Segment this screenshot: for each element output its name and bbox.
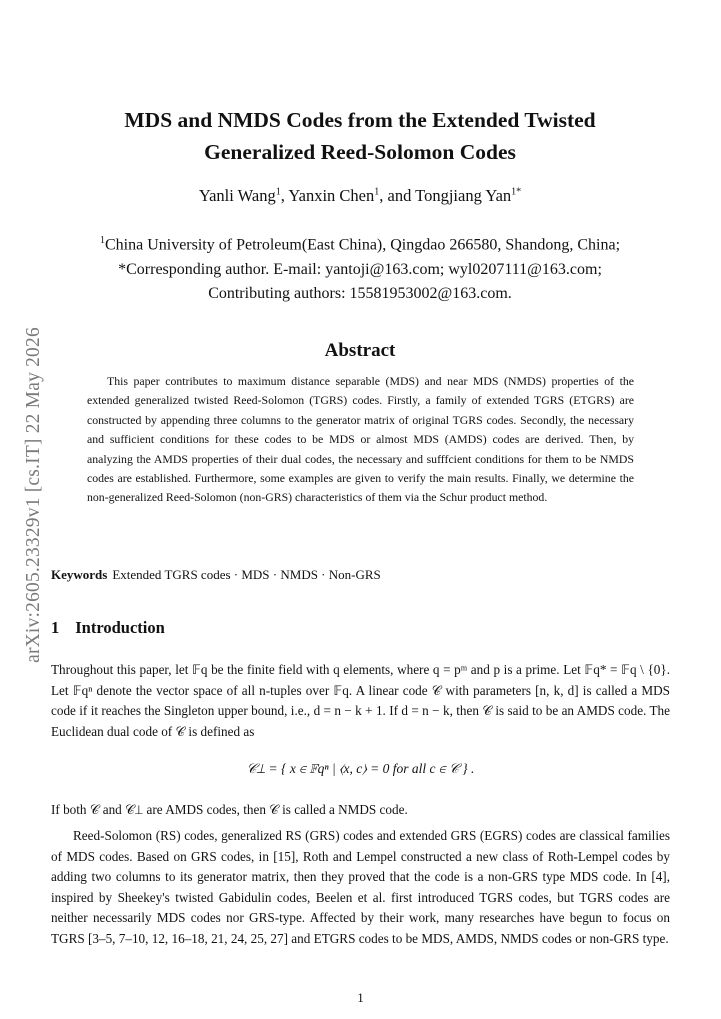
author-affiliation-mark: 1* (511, 186, 522, 198)
dual-code-equation: 𝒞⊥ = { x ∈ 𝔽qⁿ | ⟨x, c⟩ = 0 for all c ∈ 𝒞 } . (246, 761, 475, 776)
title-line-2: Generalized Reed-Solomon Codes (204, 140, 516, 164)
keywords-text: Extended TGRS codes · MDS · NMDS · Non-GRS (112, 567, 381, 582)
affiliation-line-1: $^1$China University of Petroleum(East China), Qingdao 266580, Shandong, China; (99, 235, 621, 254)
section-number: 1 (51, 618, 60, 637)
paper-title (60, 104, 660, 168)
abstract-heading: Abstract (324, 340, 396, 361)
page-number: 1 (357, 990, 364, 1005)
keywords-line (51, 567, 671, 583)
title-line-1: MDS and NMDS Codes from the Extended Twisted (124, 108, 596, 132)
affiliation-line-3: Contributing authors: 15581953002@163.com. (208, 285, 512, 303)
intro-paragraph-2: If both 𝒞 and 𝒞⊥ are AMDS codes, then 𝒞 is called a NMDS code. (51, 802, 408, 817)
author-list (60, 186, 660, 206)
author-name: , and Tongjiang Yan (379, 186, 512, 205)
arxiv-identifier[interactable]: arXiv:2605.23329v1 [cs.IT] 22 May 2026 (23, 327, 44, 663)
author-affiliation-mark: 1 (374, 186, 380, 198)
section-heading (51, 618, 165, 638)
author-affiliation-mark: 1 (275, 186, 281, 198)
affiliation-mark: 1 (99, 235, 105, 246)
section-title: Introduction (75, 618, 165, 637)
keywords-label: Keywords (51, 567, 108, 582)
author-name: Yanli Wang (198, 186, 276, 205)
affiliation-line-2: *Corresponding author. E-mail: yantoji@163.com; wyl0207111@163.com; (118, 260, 602, 278)
affiliation-block (40, 229, 680, 307)
abstract-text: This paper contributes to maximum distance separable (MDS) and near MDS (NMDS) properties of the extended generalized twisted Reed-Solomon (TGRS) codes. Firstly, a family of extended TGRS (ETGRS) are constructed by appending three columns to the generator matrix of original TGRS codes. Secondly, the necessary and sufficient conditions for these codes to be MDS or almost MDS (AMDS) codes are derived. Then, by analyzing the AMDS properties of their dual codes, the necessary and sufffcient conditions for them to be NMDS codes are established. Furthermore, some examples are given to verify the main results. Finally, we determine the non-generalized Reed-Solomon (non-GRS) characteristics of them via the Schur product method. (87, 374, 634, 505)
author-name: , Yanxin Chen (280, 186, 375, 205)
intro-paragraph-1: Throughout this paper, let 𝔽q be the finite field with q elements, where q = pᵐ and p is a prime. Let 𝔽q* = 𝔽q \ {0}. Let 𝔽qⁿ denote the vector space of all n-tuples over 𝔽q. A linear code 𝒞 with parameters [n, k, d] is called a MDS code if it reaches the Singleton upper bound, i.e., d = n − k + 1. If d = n − k, then 𝒞 is said to be an AMDS code. The Euclidean dual code of 𝒞 is defined as (51, 662, 670, 739)
intro-paragraph-3: Reed-Solomon (RS) codes, generalized RS (GRS) codes and extended GRS (EGRS) codes are classical families of MDS codes. Based on GRS codes, in [15], Roth and Lempel constructed a new class of Roth-Lempel codes by adding two columns to its generator matrix, then they proved that the code is a non-GRS type MDS code. In [4], inspired by Sheekey's twisted Gabidulin codes, Beelen et al. first introduced TGRS codes, but TGRS codes are neither necessarily MDS codes nor GRS-type. Affected by their work, many researches have begun to focus on TGRS [3–5, 7–10, 12, 16–18, 21, 24, 25, 27] and ETGRS codes to be MDS, AMDS, NMDS codes or non-GRS type. (51, 828, 670, 946)
